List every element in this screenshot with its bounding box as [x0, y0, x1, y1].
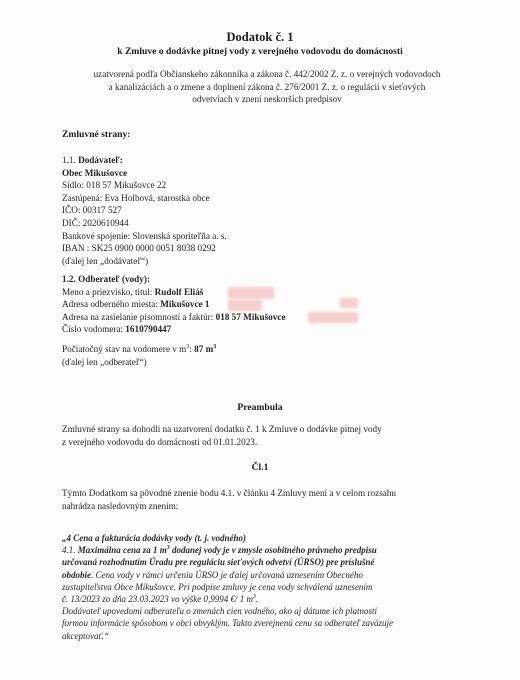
article-heading: Čl.1: [251, 462, 269, 473]
supplier-line: IBAN : SK25 0900 0000 0051 8038 0292: [62, 243, 216, 254]
preamble-line: Zmluvné strany sa dohodli na uzatvorení dodatku č. 1 k Zmluve o dodávke pitnej vody: [62, 424, 382, 434]
customer-mail-row: Adresa na zasielanie písomností a faktúr: 018 57 Mikušovce: [62, 311, 286, 322]
supplier-line: Zastúpená: Eva Holbová, starostka obce: [62, 192, 210, 203]
quote-line: akceptovať.“: [62, 630, 110, 641]
article-text: [62, 487, 470, 512]
customer-name-row: Meno a priezvisko, titul: Rudolf Eliáš: [62, 286, 204, 297]
quoted-clause: [62, 532, 474, 642]
parties-heading: Zmluvné strany:: [62, 129, 131, 140]
article-line: nahrádza nasledovným znením:: [62, 500, 179, 511]
quote-heading: „4 Cena a fakturácia dodávky vody (t. j. vodného): [62, 533, 246, 543]
customer-meter-row: Číslo vodomera: 1610790447: [62, 324, 172, 335]
preamble-heading: Preambula: [237, 402, 283, 413]
article-line: Týmto Dodatkom sa pôvodné znenie bodu 4.1. v článku 4 Zmluvy mení a v celom rozsahu: [62, 488, 396, 498]
preamble-text: [62, 423, 470, 448]
customer-label: 1.2. Odberateľ (vody):: [62, 274, 151, 284]
quote-line: č. 13/2023 zo dňa 23.03.2023 vo výške 0,9994 €/ 1 $m^3$.: [62, 594, 259, 605]
supplier-line: (ďalej len „dodávateľ“): [62, 255, 149, 266]
customer-alias: (ďalej len „odberateľ“): [62, 356, 147, 367]
supplier-label: 1.1. Dodávateľ:: [62, 155, 123, 165]
redaction-mark: [308, 312, 358, 323]
redaction-mark: [228, 300, 262, 311]
document-title: Dodatok č. 1: [226, 30, 294, 44]
intro-line: odvetviach v znení neskorších predpisov: [192, 94, 342, 105]
customer-state-row: Počiatočný stav na vodomere v $m^3$: 87 $m^3$: [62, 343, 217, 354]
quote-line: určovaná rozhodnutím Úradu pre reguláciu sieťových odvetví (ÚRSO) pre príslušné: [62, 557, 375, 568]
quote-line: zastupiteľstva Obce Mikušovce. Pri podpise zmluvy je cena vody schválená uznesením: [62, 581, 373, 592]
quote-line: obdobie. Cena vody v rámci určenia ÚRSO je ďalej určovaná uznesením Obecného: [62, 569, 363, 580]
redaction-mark: [340, 298, 358, 308]
intro-line: uzatvorená podľa Občianskeho zákonníka a zákona č. 442/2002 Z. z. o verejných vodovodoch: [93, 69, 441, 79]
intro-text: [50, 68, 484, 106]
quote-line: 4.1. Maximálna cena za 1 $m^3$ dodanej vody je v zmysle osobitného právneho predpisu: [62, 545, 377, 556]
quote-line: Dodávateľ upovedomí odberateľa o zmenách cien vodného, ako aj dátume ich platnosti: [62, 606, 377, 617]
supplier-line: Sídlo: 018 57 Mikušovce 22: [62, 180, 167, 191]
redaction-mark: [228, 287, 274, 299]
supplier-line: Bankové spojenie: Slovenská sporiteľňa a. s.: [62, 230, 227, 241]
supplier-line: IČO: 00317 527: [62, 205, 122, 216]
supplier-name: Obec Mikušovce: [62, 167, 128, 178]
preamble-line: z verejného vodovodu do domácnosti od 01.01.2023.: [62, 436, 258, 447]
intro-line: a kanalizáciách a o zmene a doplnení zákona č. 276/2001 Z. z. o regulácii v sieťových: [108, 81, 426, 92]
document-subtitle: k Zmluve o dodávke pitnej vody z verejného vodovodu do domácnosti: [117, 46, 403, 57]
customer-address-row: Adresa odberného miesta: Mikušovce 1: [62, 299, 210, 310]
supplier-line: DIČ: 2020610944: [62, 217, 129, 228]
quote-line: formou informácie spôsobom v obci obvyklým. Takto zverejnenú cenu sa odberateľ zaväzuje: [62, 618, 394, 629]
supplier-block: [62, 154, 227, 267]
